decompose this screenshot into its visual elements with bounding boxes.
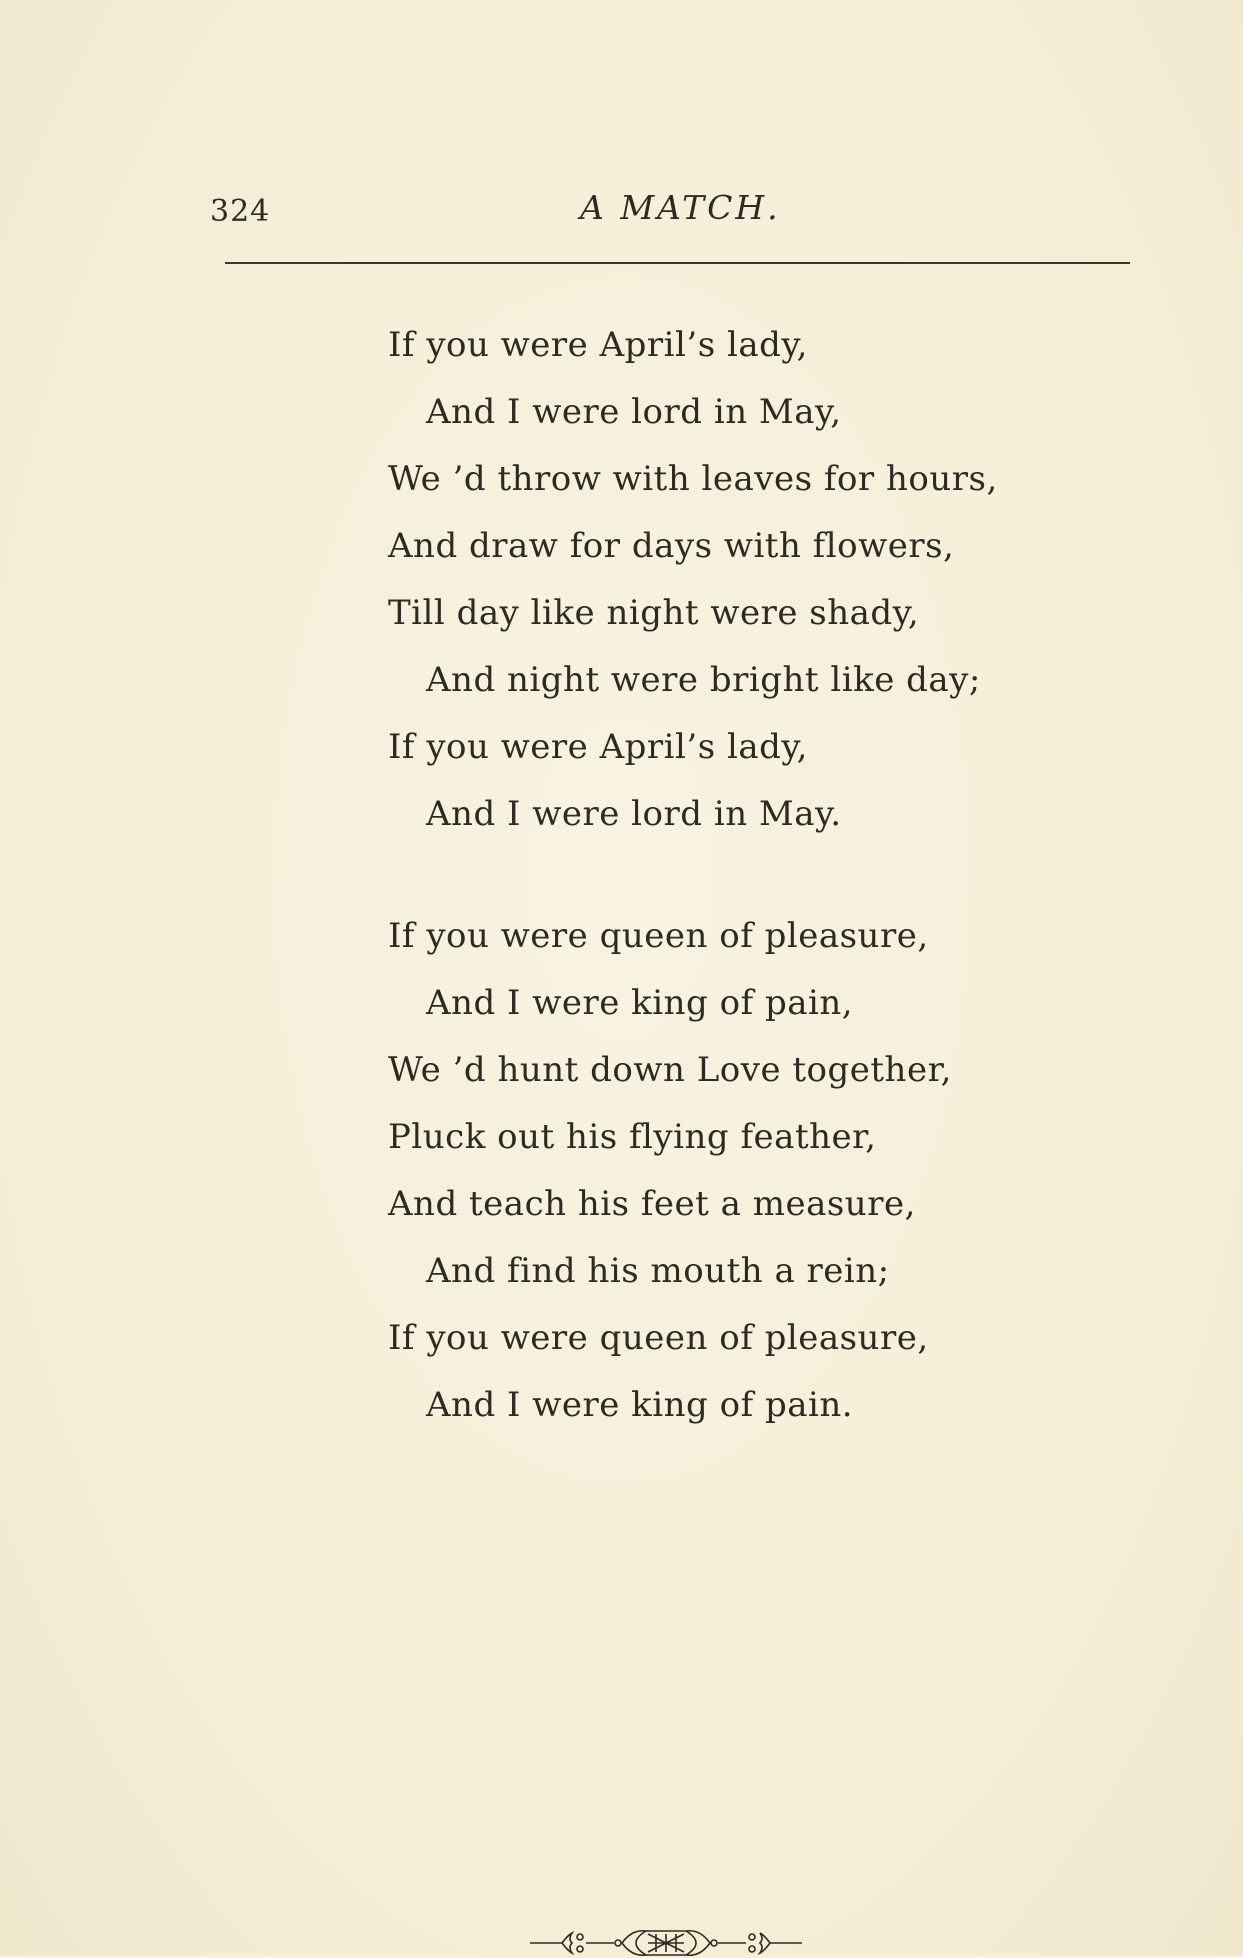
verse-line: And teach his feet a measure, xyxy=(388,1184,916,1224)
verse-line: If you were April’s lady, xyxy=(388,325,808,365)
verse-line: Pluck out his flying feather, xyxy=(388,1117,877,1157)
verse-line: We ’d throw with leaves for hours, xyxy=(388,459,998,499)
tailpiece-ornament-icon xyxy=(530,1928,840,1958)
verse-line: And I were lord in May, xyxy=(426,392,842,432)
verse-line: And find his mouth a rein; xyxy=(426,1251,890,1291)
page-number: 324 xyxy=(210,194,271,229)
verse-line: And draw for days with flowers, xyxy=(388,526,955,566)
verse-line: And night were bright like day; xyxy=(426,660,981,700)
verse-line: Till day like night were shady, xyxy=(388,593,920,633)
verse-line: And I were king of pain. xyxy=(426,1385,854,1425)
verse-line: We ’d hunt down Love together, xyxy=(388,1050,952,1090)
verse-line: And I were lord in May. xyxy=(426,794,842,834)
verse-line: If you were queen of pleasure, xyxy=(388,1318,929,1358)
page-header xyxy=(210,182,1130,234)
verse-line: If you were April’s lady, xyxy=(388,727,808,767)
header-rule xyxy=(225,262,1130,264)
stanza-1 xyxy=(388,312,1108,848)
stanza-2 xyxy=(388,903,1108,1439)
verse-line: And I were king of pain, xyxy=(426,983,854,1023)
running-title: A MATCH. xyxy=(580,188,781,227)
verse-line: If you were queen of pleasure, xyxy=(388,916,929,956)
